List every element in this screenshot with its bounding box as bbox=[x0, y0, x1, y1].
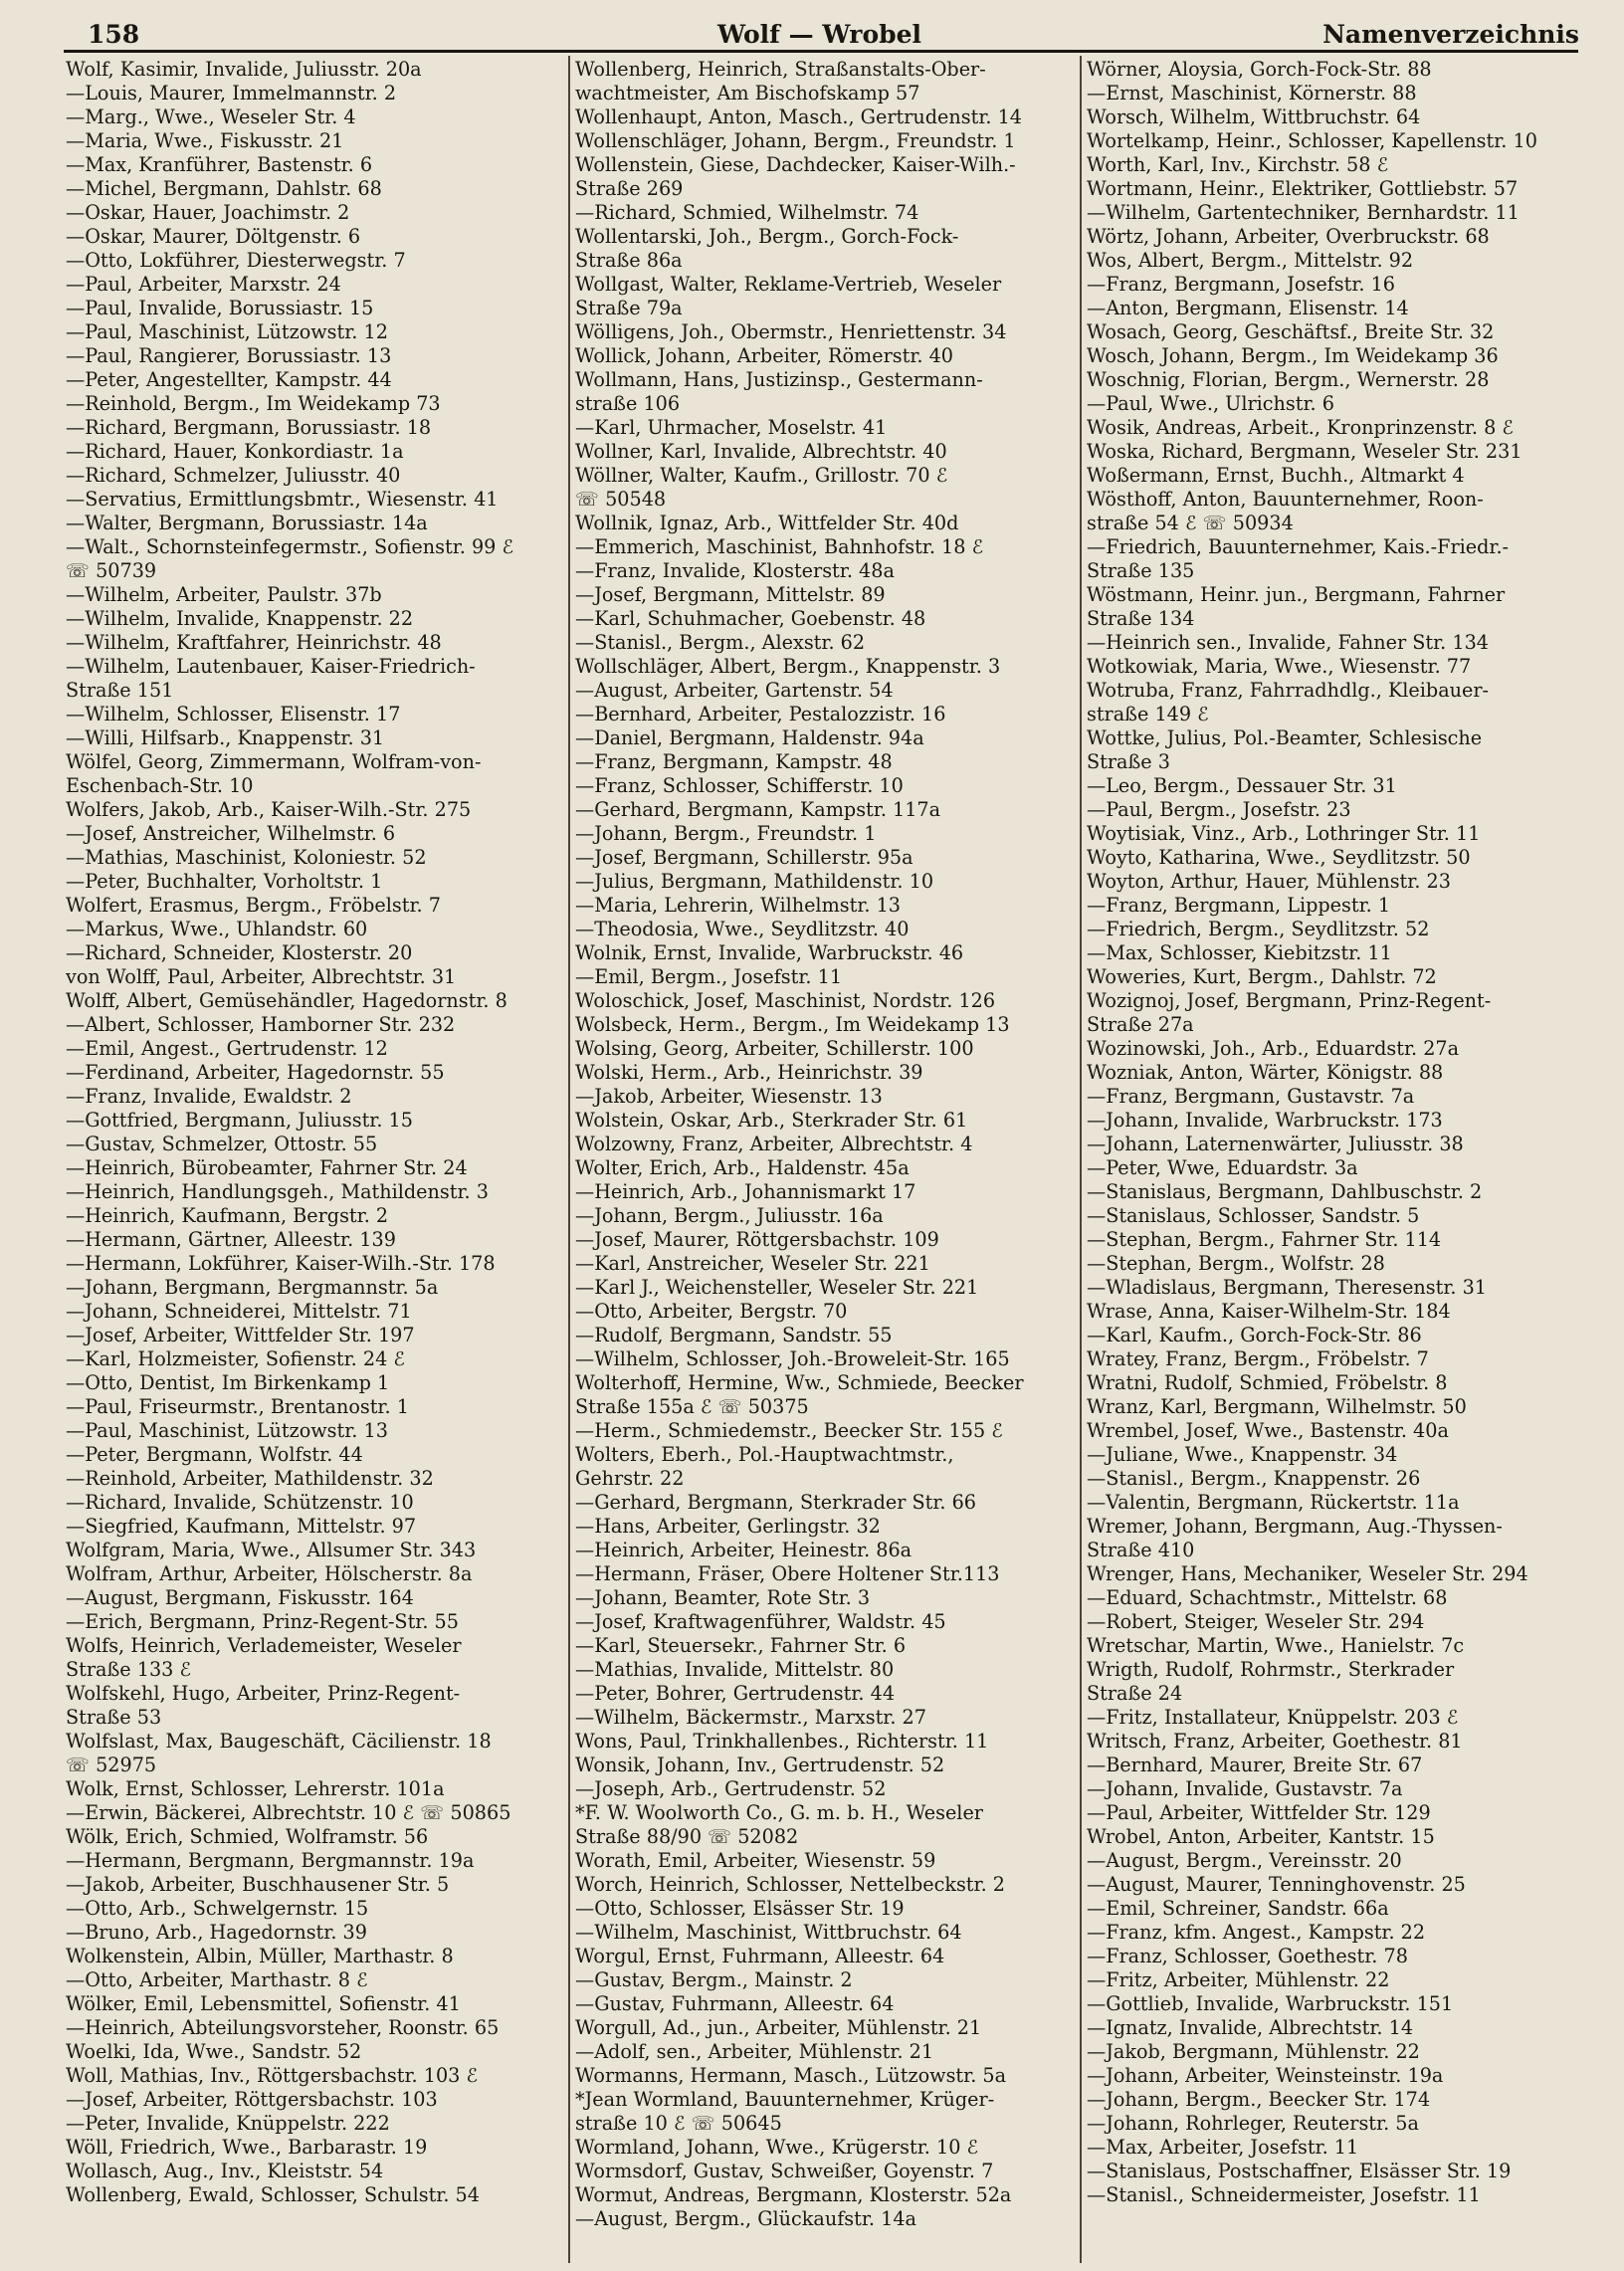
directory-entry: —Wilhelm, Arbeiter, Paulstr. 37b bbox=[66, 583, 382, 606]
directory-entry: —Josef, Bergmann, Schillerstr. 95a bbox=[575, 846, 914, 869]
directory-entry: —Richard, Bergmann, Borussiastr. 18 bbox=[66, 416, 432, 439]
directory-entry: —Heinrich, Arbeiter, Heinestr. 86a bbox=[575, 1539, 913, 1561]
directory-entry: —Karl, Uhrmacher, Moselstr. 41 bbox=[575, 416, 888, 439]
directory-entry: Wranz, Karl, Bergmann, Wilhelmstr. 50 bbox=[1087, 1395, 1467, 1418]
directory-entry: Wrigth, Rudolf, Rohrmstr., Sterkrader bbox=[1087, 1658, 1455, 1681]
directory-entry: —Johann, Bergm., Beecker Str. 174 bbox=[1087, 2088, 1431, 2111]
directory-entry: Wolkenstein, Albin, Müller, Marthastr. 8 bbox=[66, 1945, 454, 1967]
directory-entry: Worth, Karl, Inv., Kirchstr. 58 ℰ bbox=[1087, 153, 1389, 176]
directory-entry: —Stanislaus, Postschaffner, Elsässer Str. 19 bbox=[1087, 2160, 1512, 2182]
directory-entry: Wrase, Anna, Kaiser-Wilhelm-Str. 184 bbox=[1087, 1300, 1451, 1323]
directory-entry: —Albert, Schlosser, Hamborner Str. 232 bbox=[66, 1013, 456, 1036]
directory-entry: Wolter, Erich, Arb., Haldenstr. 45a bbox=[575, 1156, 910, 1179]
directory-entry: Wollentarski, Joh., Bergm., Gorch-Fock- bbox=[575, 225, 959, 248]
directory-entry: —Max, Arbeiter, Josefstr. 11 bbox=[1087, 2136, 1359, 2159]
directory-entry: —Ignatz, Invalide, Albrechtstr. 14 bbox=[1087, 2016, 1414, 2039]
directory-entry: —Robert, Steiger, Weseler Str. 294 bbox=[1087, 1610, 1425, 1633]
directory-entry: Wosch, Johann, Bergm., Im Weidekamp 36 bbox=[1087, 344, 1499, 367]
directory-entry: Straße 135 bbox=[1087, 559, 1195, 582]
directory-entry: Wosach, Georg, Geschäftsf., Breite Str. 32 bbox=[1087, 320, 1495, 343]
directory-entry: ☏ 50548 bbox=[575, 488, 667, 511]
directory-entry: —August, Bergm., Glückaufstr. 14a bbox=[575, 2207, 916, 2230]
directory-entry: —Paul, Wwe., Ulrichstr. 6 bbox=[1087, 392, 1334, 415]
directory-entry: Wortmann, Heinr., Elektriker, Gottliebstr. 57 bbox=[1087, 177, 1519, 200]
directory-entry: —Otto, Arbeiter, Marthastr. 8 ℰ bbox=[66, 1968, 368, 1991]
directory-entry: —Stanisl., Bergm., Alexstr. 62 bbox=[575, 631, 866, 654]
directory-entry: —Erich, Bergmann, Prinz-Regent-Str. 55 bbox=[66, 1610, 459, 1633]
directory-entry: —Herm., Schmiedemstr., Beecker Str. 155 ℰ bbox=[575, 1419, 1003, 1442]
directory-entry: —Franz, Schlosser, Schifferstr. 10 bbox=[575, 774, 904, 797]
directory-entry: Wollenberg, Ewald, Schlosser, Schulstr. 54 bbox=[66, 2183, 480, 2206]
directory-entry: —Jakob, Arbeiter, Buschhausener Str. 5 bbox=[66, 1873, 450, 1896]
directory-entry: —Fritz, Installateur, Knüppelstr. 203 ℰ bbox=[1087, 1706, 1459, 1729]
directory-entry: —Paul, Arbeiter, Wittfelder Str. 129 bbox=[1087, 1801, 1431, 1824]
directory-entry: Woßermann, Ernst, Buchh., Altmarkt 4 bbox=[1087, 464, 1465, 487]
directory-entry: Straße 133 ℰ bbox=[66, 1658, 192, 1681]
directory-entry: Wölligens, Joh., Obermstr., Henriettenstr. 34 bbox=[575, 320, 1007, 343]
directory-entry: Wratey, Franz, Bergm., Fröbelstr. 7 bbox=[1087, 1347, 1429, 1370]
directory-entry: —Mathias, Maschinist, Koloniestr. 52 bbox=[66, 846, 427, 869]
directory-entry: —Markus, Wwe., Uhlandstr. 60 bbox=[66, 918, 368, 940]
directory-entry: —Wilhelm, Gartentechniker, Bernhardstr. 11 bbox=[1087, 201, 1520, 224]
directory-entry: —Paul, Maschinist, Lützowstr. 13 bbox=[66, 1419, 388, 1442]
directory-entry: —Joseph, Arb., Gertrudenstr. 52 bbox=[575, 1777, 887, 1800]
column-divider bbox=[568, 56, 570, 2263]
directory-entry: —Julius, Bergmann, Mathildenstr. 10 bbox=[575, 870, 934, 893]
directory-entry: —Max, Schlosser, Kiebitzstr. 11 bbox=[1087, 941, 1392, 964]
directory-entry: Woyto, Katharina, Wwe., Seydlitzstr. 50 bbox=[1087, 846, 1471, 869]
directory-entry: Wörner, Aloysia, Gorch-Fock-Str. 88 bbox=[1087, 58, 1432, 81]
directory-entry: Wonsik, Johann, Inv., Gertrudenstr. 52 bbox=[575, 1754, 945, 1776]
directory-entry: —Peter, Wwe, Eduardstr. 3a bbox=[1087, 1156, 1358, 1179]
directory-entry: Worgull, Ad., jun., Arbeiter, Mühlenstr. 21 bbox=[575, 2016, 982, 2039]
directory-entry: —Stephan, Bergm., Wolfstr. 28 bbox=[1087, 1252, 1385, 1275]
directory-entry: von Wolff, Paul, Arbeiter, Albrechtstr. 31 bbox=[66, 965, 457, 988]
directory-entry: Wollenschläger, Johann, Bergm., Freundstr. 1 bbox=[575, 129, 1016, 152]
directory-entry: —Friedrich, Bergm., Seydlitzstr. 52 bbox=[1087, 918, 1430, 940]
directory-entry: Wollenhaupt, Anton, Masch., Gertrudenstr. 14 bbox=[575, 105, 1022, 128]
directory-entry: —Johann, Invalide, Warbruckstr. 173 bbox=[1087, 1109, 1443, 1132]
directory-entry: —Josef, Bergmann, Mittelstr. 89 bbox=[575, 583, 886, 606]
directory-entry: —Paul, Arbeiter, Marxstr. 24 bbox=[66, 273, 341, 296]
directory-entry: Wortelkamp, Heinr., Schlosser, Kapellenstr. 10 bbox=[1087, 129, 1537, 152]
directory-entry: *Jean Wormland, Bauunternehmer, Krüger- bbox=[575, 2088, 995, 2111]
directory-entry: Wolters, Eberh., Pol.-Hauptwachtmstr., bbox=[575, 1443, 954, 1466]
directory-entry: Wormut, Andreas, Bergmann, Klosterstr. 52a bbox=[575, 2183, 1012, 2206]
directory-entry: —Valentin, Bergmann, Rückertstr. 11a bbox=[1087, 1491, 1460, 1514]
directory-entry: Wolterhoff, Hermine, Ww., Schmiede, Beecker bbox=[575, 1371, 1024, 1394]
directory-entry: —Reinhold, Arbeiter, Mathildenstr. 32 bbox=[66, 1467, 434, 1490]
page-header bbox=[60, 12, 1579, 52]
directory-entry: Straße 410 bbox=[1087, 1539, 1195, 1561]
directory-entry: Woloschick, Josef, Maschinist, Nordstr. 126 bbox=[575, 989, 996, 1012]
directory-entry: Woytisiak, Vinz., Arb., Lothringer Str. 11 bbox=[1087, 822, 1481, 845]
directory-entry: —Paul, Rangierer, Borussiastr. 13 bbox=[66, 344, 392, 367]
directory-entry: —Hermann, Bergmann, Bergmannstr. 19a bbox=[66, 1849, 475, 1872]
directory-entry: —Reinhold, Bergm., Im Weidekamp 73 bbox=[66, 392, 441, 415]
running-title: Wolf — Wrobel bbox=[716, 20, 922, 49]
directory-entry: —Peter, Bergmann, Wolfstr. 44 bbox=[66, 1443, 363, 1466]
directory-entry: —Servatius, Ermittlungsbmtr., Wiesenstr. 41 bbox=[66, 488, 499, 511]
directory-entry: —Ernst, Maschinist, Körnerstr. 88 bbox=[1087, 82, 1417, 104]
directory-entry: Wolfram, Arthur, Arbeiter, Hölscherstr. 8a bbox=[66, 1562, 473, 1585]
directory-entry: straße 10 ℰ ☏ 50645 bbox=[575, 2112, 782, 2135]
column-divider bbox=[1080, 56, 1082, 2263]
directory-entry: Woelki, Ida, Wwe., Sandstr. 52 bbox=[66, 2040, 362, 2063]
directory-entry: —Bernhard, Arbeiter, Pestalozzistr. 16 bbox=[575, 703, 946, 725]
page-number: 158 bbox=[88, 20, 140, 49]
directory-entry: Wozniak, Anton, Wärter, Königstr. 88 bbox=[1087, 1061, 1444, 1084]
directory-entry: —Gottfried, Bergmann, Juliusstr. 15 bbox=[66, 1109, 413, 1132]
directory-entry: —Richard, Schmelzer, Juliusstr. 40 bbox=[66, 464, 401, 487]
directory-entry: Wörtz, Johann, Arbeiter, Overbruckstr. 68 bbox=[1087, 225, 1490, 248]
directory-entry: Wollenberg, Heinrich, Straßanstalts-Ober- bbox=[575, 58, 986, 81]
directory-entry: Gehrstr. 22 bbox=[575, 1467, 685, 1490]
directory-entry: Wozinowski, Joh., Arb., Eduardstr. 27a bbox=[1087, 1037, 1460, 1060]
directory-entry: Wolsbeck, Herm., Bergm., Im Weidekamp 13 bbox=[575, 1013, 1010, 1036]
directory-entry: Wolski, Herm., Arb., Heinrichstr. 39 bbox=[575, 1061, 923, 1084]
directory-entry: Wollenstein, Giese, Dachdecker, Kaiser-Wilh.- bbox=[575, 153, 1016, 176]
directory-entry: —Bernhard, Maurer, Breite Str. 67 bbox=[1087, 1754, 1423, 1776]
directory-entry: —Franz, Bergmann, Gustavstr. 7a bbox=[1087, 1085, 1415, 1108]
directory-entry: Wosik, Andreas, Arbeit., Kronprinzenstr. 8 ℰ bbox=[1087, 416, 1515, 439]
directory-entry: —Hermann, Lokführer, Kaiser-Wilh.-Str. 178 bbox=[66, 1252, 496, 1275]
directory-entry: —Karl, Anstreicher, Weseler Str. 221 bbox=[575, 1252, 930, 1275]
directory-entry: —Walter, Bergmann, Borussiastr. 14a bbox=[66, 512, 428, 534]
directory-entry: Wolzowny, Franz, Arbeiter, Albrechtstr. 4 bbox=[575, 1133, 973, 1155]
directory-entry: —Hermann, Fräser, Obere Holtener Str.113 bbox=[575, 1562, 1000, 1585]
directory-entry: wachtmeister, Am Bischofskamp 57 bbox=[575, 82, 920, 104]
directory-entry: —Willi, Hilfsarb., Knappenstr. 31 bbox=[66, 726, 385, 749]
header-rule bbox=[64, 50, 1578, 53]
directory-entry: Wremer, Johann, Bergmann, Aug.-Thyssen- bbox=[1087, 1515, 1503, 1538]
directory-entry: Straße 24 bbox=[1087, 1682, 1183, 1705]
directory-entry: *F. W. Woolworth Co., G. m. b. H., Weseler bbox=[575, 1801, 983, 1824]
directory-entry: Worch, Heinrich, Schlosser, Nettelbeckstr. 2 bbox=[575, 1873, 1005, 1896]
directory-entry: Straße 3 bbox=[1087, 750, 1170, 773]
directory-entry: —Gerhard, Bergmann, Kampstr. 117a bbox=[575, 798, 941, 821]
directory-entry: Wons, Paul, Trinkhallenbes., Richterstr. 11 bbox=[575, 1730, 989, 1753]
directory-entry: —Josef, Anstreicher, Wilhelmstr. 6 bbox=[66, 822, 396, 845]
directory-entry: Wos, Albert, Bergm., Mittelstr. 92 bbox=[1087, 249, 1414, 272]
directory-entry: —Otto, Schlosser, Elsässer Str. 19 bbox=[575, 1897, 905, 1920]
directory-entry: —Jakob, Bergmann, Mühlenstr. 22 bbox=[1087, 2040, 1420, 2063]
directory-entry: —Heinrich, Handlungsgeh., Mathildenstr. 3 bbox=[66, 1180, 489, 1203]
directory-entry: —Heinrich, Abteilungsvorsteher, Roonstr. 65 bbox=[66, 2016, 500, 2039]
directory-entry: —Marg., Wwe., Weseler Str. 4 bbox=[66, 105, 356, 128]
directory-entry: —Maria, Lehrerin, Wilhelmstr. 13 bbox=[575, 894, 902, 917]
directory-entry: —Wladislaus, Bergmann, Theresenstr. 31 bbox=[1087, 1276, 1488, 1299]
directory-entry: —Bruno, Arb., Hagedornstr. 39 bbox=[66, 1921, 367, 1944]
directory-entry: —Anton, Bergmann, Elisenstr. 14 bbox=[1087, 297, 1409, 319]
directory-entry: —Karl, Holzmeister, Sofienstr. 24 ℰ bbox=[66, 1347, 406, 1370]
directory-entry: —Ferdinand, Arbeiter, Hagedornstr. 55 bbox=[66, 1061, 445, 1084]
directory-entry: Woschnig, Florian, Bergm., Wernerstr. 28 bbox=[1087, 368, 1490, 391]
directory-entry: —Johann, Invalide, Gustavstr. 7a bbox=[1087, 1777, 1403, 1800]
directory-entry: —Johann, Arbeiter, Weinsteinstr. 19a bbox=[1087, 2064, 1444, 2087]
directory-entry: —Johann, Rohrleger, Reuterstr. 5a bbox=[1087, 2112, 1419, 2135]
directory-entry: —Daniel, Bergmann, Haldenstr. 94a bbox=[575, 726, 924, 749]
directory-entry: —Maria, Wwe., Fiskusstr. 21 bbox=[66, 129, 344, 152]
directory-entry: —Richard, Hauer, Konkordiastr. 1a bbox=[66, 440, 404, 463]
directory-entry: —Johann, Laternenwärter, Juliusstr. 38 bbox=[1087, 1133, 1464, 1155]
directory-entry: —Louis, Maurer, Immelmannstr. 2 bbox=[66, 82, 397, 104]
directory-entry: —Eduard, Schachtmstr., Mittelstr. 68 bbox=[1087, 1586, 1448, 1609]
directory-entry: Straße 269 bbox=[575, 177, 684, 200]
directory-entry: Wölk, Erich, Schmied, Wolframstr. 56 bbox=[66, 1825, 429, 1848]
directory-entry: Woska, Richard, Bergmann, Weseler Str. 231 bbox=[1087, 440, 1522, 463]
directory-entry: Wolfert, Erasmus, Bergm., Fröbelstr. 7 bbox=[66, 894, 441, 917]
directory-entry: —Michel, Bergmann, Dahlstr. 68 bbox=[66, 177, 382, 200]
directory-entry: —Otto, Lokführer, Diesterwegstr. 7 bbox=[66, 249, 406, 272]
directory-entry: —Peter, Invalide, Knüppelstr. 222 bbox=[66, 2112, 390, 2135]
directory-entry: —Heinrich, Kaufmann, Bergstr. 2 bbox=[66, 1204, 389, 1227]
directory-entry: —Johann, Beamter, Rote Str. 3 bbox=[575, 1586, 871, 1609]
directory-entry: Wollner, Karl, Invalide, Albrechtstr. 40 bbox=[575, 440, 947, 463]
directory-entry: —August, Bergmann, Fiskusstr. 164 bbox=[66, 1586, 414, 1609]
directory-entry: —Karl J., Weichensteller, Weseler Str. 221 bbox=[575, 1276, 979, 1299]
directory-entry: Wrobel, Anton, Arbeiter, Kantstr. 15 bbox=[1087, 1825, 1435, 1848]
directory-entry: Wolfers, Jakob, Arb., Kaiser-Wilh.-Str. 275 bbox=[66, 798, 472, 821]
directory-entry: Wollnik, Ignaz, Arb., Wittfelder Str. 40d bbox=[575, 512, 959, 534]
directory-entry: Wollasch, Aug., Inv., Kleiststr. 54 bbox=[66, 2160, 384, 2182]
directory-entry: —Richard, Invalide, Schützenstr. 10 bbox=[66, 1491, 414, 1514]
directory-entry: Wolfskehl, Hugo, Arbeiter, Prinz-Regent- bbox=[66, 1682, 461, 1705]
directory-entry: Wratni, Rudolf, Schmied, Fröbelstr. 8 bbox=[1087, 1371, 1448, 1394]
directory-entry: Woyton, Arthur, Hauer, Mühlenstr. 23 bbox=[1087, 870, 1451, 893]
directory-entry: —Wilhelm, Maschinist, Wittbruchstr. 64 bbox=[575, 1921, 962, 1944]
directory-entry: Straße 151 bbox=[66, 679, 174, 702]
directory-entry: —Wilhelm, Bäckermstr., Marxstr. 27 bbox=[575, 1706, 926, 1729]
directory-entry: —Peter, Angestellter, Kampstr. 44 bbox=[66, 368, 392, 391]
directory-entry: —Siegfried, Kaufmann, Mittelstr. 97 bbox=[66, 1515, 417, 1538]
directory-entry: Writsch, Franz, Arbeiter, Goethestr. 81 bbox=[1087, 1730, 1463, 1753]
directory-entry: —Stanislaus, Schlosser, Sandstr. 5 bbox=[1087, 1204, 1420, 1227]
directory-entry: —Erwin, Bäckerei, Albrechtstr. 10 ℰ ☏ 50865 bbox=[66, 1801, 511, 1824]
directory-entry: Straße 134 bbox=[1087, 607, 1195, 630]
directory-entry: —Josef, Arbeiter, Wittfelder Str. 197 bbox=[66, 1324, 415, 1346]
directory-entry: —Walt., Schornsteinfegermstr., Sofienstr. 99 ℰ bbox=[66, 535, 514, 558]
directory-entry: Wolff, Albert, Gemüsehändler, Hagedornstr. 8 bbox=[66, 989, 508, 1012]
directory-entry: —Oskar, Hauer, Joachimstr. 2 bbox=[66, 201, 350, 224]
directory-entry: straße 149 ℰ bbox=[1087, 703, 1209, 725]
directory-entry: straße 106 bbox=[575, 392, 681, 415]
directory-entry: Worsch, Wilhelm, Wittbruchstr. 64 bbox=[1087, 105, 1421, 128]
directory-entry: —Franz, Invalide, Klosterstr. 48a bbox=[575, 559, 895, 582]
directory-entry: Wormsdorf, Gustav, Schweißer, Goyenstr. 7 bbox=[575, 2160, 994, 2182]
directory-entry: —Stanisl., Schneidermeister, Josefstr. 11 bbox=[1087, 2183, 1481, 2206]
directory-entry: —Karl, Steuersekr., Fahrner Str. 6 bbox=[575, 1634, 907, 1657]
directory-entry: Wrembel, Josef, Wwe., Bastenstr. 40a bbox=[1087, 1419, 1449, 1442]
directory-entry: ☏ 50739 bbox=[66, 559, 157, 582]
directory-entry: Wolsing, Georg, Arbeiter, Schillerstr. 100 bbox=[575, 1037, 974, 1060]
directory-entry: —Johann, Bergm., Juliusstr. 16a bbox=[575, 1204, 884, 1227]
directory-entry: Wollmann, Hans, Justizinsp., Gestermann- bbox=[575, 368, 983, 391]
directory-entry: Straße 27a bbox=[1087, 1013, 1194, 1036]
directory-column-1 bbox=[66, 58, 563, 2207]
directory-entry: Wölfel, Georg, Zimmermann, Wolfram-von- bbox=[66, 750, 482, 773]
directory-entry: —Hermann, Gärtner, Alleestr. 139 bbox=[66, 1228, 396, 1251]
directory-entry: —August, Arbeiter, Gartenstr. 54 bbox=[575, 679, 894, 702]
directory-entry: —Otto, Arb., Schwelgernstr. 15 bbox=[66, 1897, 369, 1920]
directory-entry: —Wilhelm, Invalide, Knappenstr. 22 bbox=[66, 607, 414, 630]
directory-entry: —Gustav, Bergm., Mainstr. 2 bbox=[575, 1968, 853, 1991]
directory-entry: —Stanisl., Bergm., Knappenstr. 26 bbox=[1087, 1467, 1421, 1490]
directory-entry: Worgul, Ernst, Fuhrmann, Alleestr. 64 bbox=[575, 1945, 945, 1967]
directory-entry: —Franz, Invalide, Ewaldstr. 2 bbox=[66, 1085, 352, 1108]
directory-entry: Straße 79a bbox=[575, 297, 683, 319]
directory-entry: Wolk, Ernst, Schlosser, Lehrerstr. 101a bbox=[66, 1777, 445, 1800]
directory-entry: Wolfgram, Maria, Wwe., Allsumer Str. 343 bbox=[66, 1539, 477, 1561]
directory-entry: Wösthoff, Anton, Bauunternehmer, Roon- bbox=[1087, 488, 1484, 511]
directory-entry: —Heinrich, Arb., Johannismarkt 17 bbox=[575, 1180, 916, 1203]
directory-entry: —Wilhelm, Kraftfahrer, Heinrichstr. 48 bbox=[66, 631, 442, 654]
directory-entry: —Paul, Invalide, Borussiastr. 15 bbox=[66, 297, 374, 319]
directory-entry: Wölker, Emil, Lebensmittel, Sofienstr. 41 bbox=[66, 1992, 461, 2015]
directory-entry: —Franz, Schlosser, Goethestr. 78 bbox=[1087, 1945, 1408, 1967]
directory-entry: —Josef, Maurer, Röttgersbachstr. 109 bbox=[575, 1228, 939, 1251]
directory-entry: Wolf, Kasimir, Invalide, Juliusstr. 20a bbox=[66, 58, 422, 81]
directory-entry: —Hans, Arbeiter, Gerlingstr. 32 bbox=[575, 1515, 881, 1538]
directory-entry: Wormanns, Hermann, Masch., Lützowstr. 5a bbox=[575, 2064, 1007, 2087]
directory-entry: Wollgast, Walter, Reklame-Vertrieb, Weseler bbox=[575, 273, 1002, 296]
directory-entry: —Franz, Bergmann, Lippestr. 1 bbox=[1087, 894, 1391, 917]
directory-entry: —Gustav, Fuhrmann, Alleestr. 64 bbox=[575, 1992, 895, 2015]
directory-entry: Wollick, Johann, Arbeiter, Römerstr. 40 bbox=[575, 344, 953, 367]
directory-entry: —Emil, Schreiner, Sandstr. 66a bbox=[1087, 1897, 1389, 1920]
directory-entry: —Emil, Bergm., Josefstr. 11 bbox=[575, 965, 843, 988]
directory-entry: Wöll, Friedrich, Wwe., Barbarastr. 19 bbox=[66, 2136, 428, 2159]
directory-entry: —Johann, Bergm., Freundstr. 1 bbox=[575, 822, 877, 845]
directory-entry: ☏ 52975 bbox=[66, 1754, 157, 1776]
directory-entry: Wrenger, Hans, Mechaniker, Weseler Str. 294 bbox=[1087, 1562, 1528, 1585]
directory-entry: —Peter, Bohrer, Gertrudenstr. 44 bbox=[575, 1682, 896, 1705]
directory-entry: Wowerіes, Kurt, Bergm., Dahlstr. 72 bbox=[1087, 965, 1437, 988]
directory-entry: —Franz, Bergmann, Josefstr. 16 bbox=[1087, 273, 1396, 296]
directory-entry: —Paul, Bergm., Josefstr. 23 bbox=[1087, 798, 1351, 821]
directory-entry: —Stanislaus, Bergmann, Dahlbuschstr. 2 bbox=[1087, 1180, 1483, 1203]
directory-entry: —Johann, Bergmann, Bergmannstr. 5a bbox=[66, 1276, 439, 1299]
directory-entry: —August, Bergm., Vereinsstr. 20 bbox=[1087, 1849, 1402, 1872]
directory-entry: Wolfslast, Max, Baugeschäft, Cäcilienstr. 18 bbox=[66, 1730, 492, 1753]
directory-entry: Wöstmann, Heinr. jun., Bergmann, Fahrner bbox=[1087, 583, 1506, 606]
directory-column-2 bbox=[575, 58, 1079, 2231]
directory-entry: —Peter, Buchhalter, Vorholtstr. 1 bbox=[66, 870, 383, 893]
directory-entry: —August, Maurer, Tenninghovenstr. 25 bbox=[1087, 1873, 1466, 1896]
directory-entry: —Theodosia, Wwe., Seydlitzstr. 40 bbox=[575, 918, 910, 940]
directory-entry: —Franz, Bergmann, Kampstr. 48 bbox=[575, 750, 893, 773]
directory-entry: Worath, Emil, Arbeiter, Wiesenstr. 59 bbox=[575, 1849, 936, 1872]
directory-entry: straße 54 ℰ ☏ 50934 bbox=[1087, 512, 1294, 534]
directory-entry: —Paul, Maschinist, Lützowstr. 12 bbox=[66, 320, 388, 343]
directory-entry: —Wilhelm, Schlosser, Elisenstr. 17 bbox=[66, 703, 401, 725]
directory-entry: Eschenbach-Str. 10 bbox=[66, 774, 254, 797]
directory-entry: —Heinrich sen., Invalide, Fahner Str. 134 bbox=[1087, 631, 1489, 654]
directory-entry: —Otto, Dentist, Im Birkenkamp 1 bbox=[66, 1371, 390, 1394]
directory-entry: Wotkowiak, Maria, Wwe., Wiesenstr. 77 bbox=[1087, 655, 1472, 678]
directory-entry: —Oskar, Maurer, Döltgenstr. 6 bbox=[66, 225, 361, 248]
directory-entry: Wozignoj, Josef, Bergmann, Prinz-Regent- bbox=[1087, 989, 1492, 1012]
directory-entry: —Otto, Arbeiter, Bergstr. 70 bbox=[575, 1300, 848, 1323]
directory-entry: —Johann, Schneiderei, Mittelstr. 71 bbox=[66, 1300, 412, 1323]
directory-entry: Straße 155a ℰ ☏ 50375 bbox=[575, 1395, 809, 1418]
directory-entry: Wolfs, Heinrich, Verlademeister, Weseler bbox=[66, 1634, 462, 1657]
directory-entry: —Rudolf, Bergmann, Sandstr. 55 bbox=[575, 1324, 893, 1346]
directory-entry: Wretschar, Martin, Wwe., Hanielstr. 7c bbox=[1087, 1634, 1465, 1657]
directory-entry: —Wilhelm, Lautenbauer, Kaiser-Friedrich- bbox=[66, 655, 476, 678]
directory-entry: —Mathias, Invalide, Mittelstr. 80 bbox=[575, 1658, 895, 1681]
directory-entry: —Karl, Kaufm., Gorch-Fock-Str. 86 bbox=[1087, 1324, 1422, 1346]
directory-entry: —Gerhard, Bergmann, Sterkrader Str. 66 bbox=[575, 1491, 977, 1514]
directory-entry: —Fritz, Arbeiter, Mühlenstr. 22 bbox=[1087, 1968, 1390, 1991]
directory-entry: —Franz, kfm. Angest., Kampstr. 22 bbox=[1087, 1921, 1426, 1944]
directory-entry: —Wilhelm, Schlosser, Joh.-Broweleit-Str. 165 bbox=[575, 1347, 1010, 1370]
directory-entry: —Richard, Schneider, Klosterstr. 20 bbox=[66, 941, 413, 964]
directory-entry: —Richard, Schmied, Wilhelmstr. 74 bbox=[575, 201, 919, 224]
directory-entry: —Emmerich, Maschinist, Bahnhofstr. 18 ℰ bbox=[575, 535, 984, 558]
directory-entry: Straße 53 bbox=[66, 1706, 162, 1729]
directory-entry: Wormland, Johann, Wwe., Krügerstr. 10 ℰ bbox=[575, 2136, 979, 2159]
directory-entry: —Juliane, Wwe., Knappenstr. 34 bbox=[1087, 1443, 1398, 1466]
directory-entry: —Max, Kranführer, Bastenstr. 6 bbox=[66, 153, 373, 176]
directory-entry: Straße 88/90 ☏ 52082 bbox=[575, 1825, 799, 1848]
directory-entry: —Heinrich, Bürobeamter, Fahrner Str. 24 bbox=[66, 1156, 468, 1179]
directory-entry: Wolstein, Oskar, Arb., Sterkrader Str. 61 bbox=[575, 1109, 968, 1132]
directory-entry: —Adolf, sen., Arbeiter, Mühlenstr. 21 bbox=[575, 2040, 934, 2063]
directory-entry: —Josef, Kraftwagenführer, Waldstr. 45 bbox=[575, 1610, 946, 1633]
directory-entry: Wotruba, Franz, Fahrradhdlg., Kleibauer- bbox=[1087, 679, 1490, 702]
directory-entry: —Friedrich, Bauunternehmer, Kais.-Friedr.- bbox=[1087, 535, 1510, 558]
directory-column-3 bbox=[1087, 58, 1579, 2207]
directory-entry: Wöllner, Walter, Kaufm., Grillostr. 70 ℰ bbox=[575, 464, 948, 487]
directory-entry: —Jakob, Arbeiter, Wiesenstr. 13 bbox=[575, 1085, 883, 1108]
directory-entry: —Leo, Bergm., Dessauer Str. 31 bbox=[1087, 774, 1397, 797]
directory-entry: —Gustav, Schmelzer, Ottostr. 55 bbox=[66, 1133, 378, 1155]
directory-entry: —Stephan, Bergm., Fahrner Str. 114 bbox=[1087, 1228, 1442, 1251]
directory-entry: Wottke, Julius, Pol.-Beamter, Schlesische bbox=[1087, 726, 1483, 749]
directory-entry: Wollschläger, Albert, Bergm., Knappenstr. 3 bbox=[575, 655, 1001, 678]
directory-entry: —Emil, Angest., Gertrudenstr. 12 bbox=[66, 1037, 388, 1060]
directory-entry: Wolnik, Ernst, Invalide, Warbruckstr. 46 bbox=[575, 941, 964, 964]
directory-entry: —Gottlieb, Invalide, Warbruckstr. 151 bbox=[1087, 1992, 1454, 2015]
directory-entry: —Paul, Friseurmstr., Brentanostr. 1 bbox=[66, 1395, 409, 1418]
section-title: Namenverzeichnis bbox=[1322, 20, 1579, 49]
directory-entry: —Karl, Schuhmacher, Goebenstr. 48 bbox=[575, 607, 926, 630]
directory-entry: —Josef, Arbeiter, Röttgersbachstr. 103 bbox=[66, 2088, 438, 2111]
directory-entry: Woll, Mathias, Inv., Röttgersbachstr. 103 ℰ bbox=[66, 2064, 479, 2087]
directory-entry: Straße 86a bbox=[575, 249, 683, 272]
